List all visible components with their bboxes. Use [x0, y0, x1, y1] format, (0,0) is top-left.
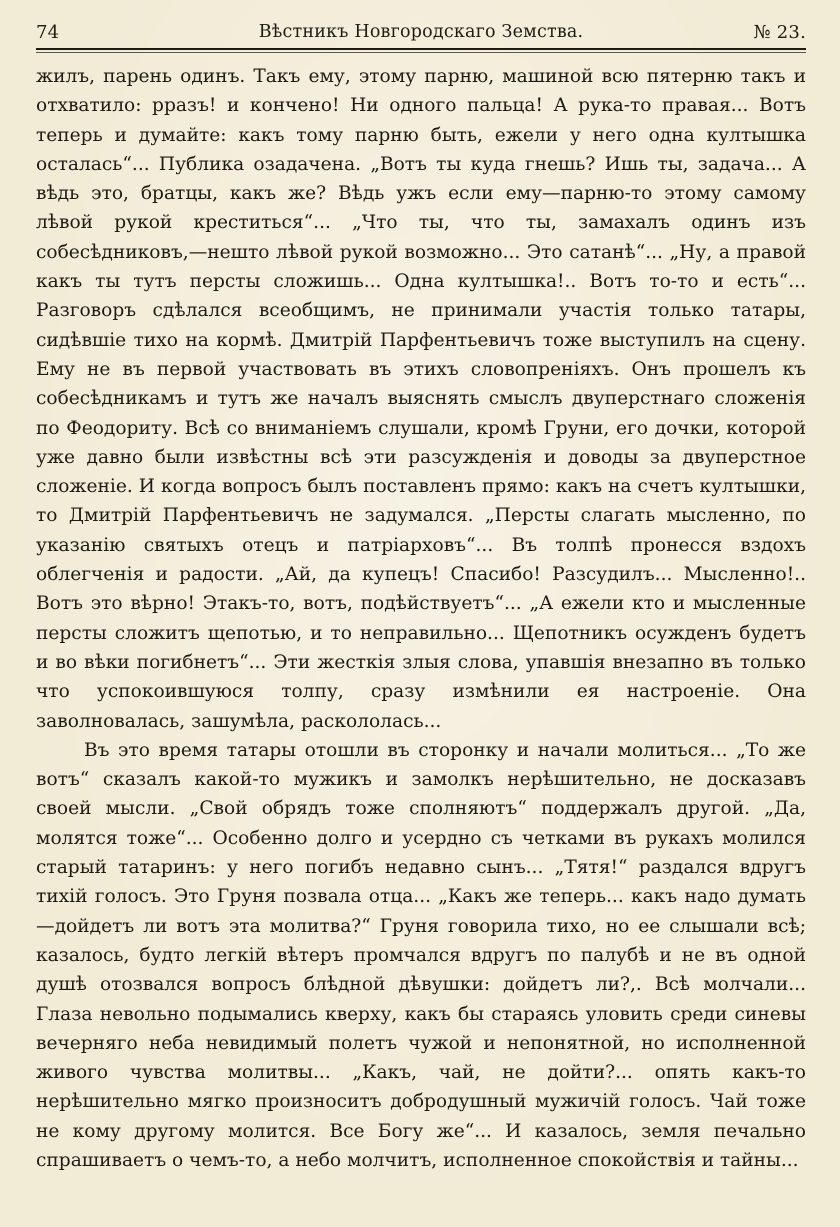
- page-number: 74: [36, 22, 60, 43]
- running-header: [36, 20, 806, 48]
- header-rule-thin: [36, 52, 806, 53]
- body-text: [36, 62, 806, 1175]
- paragraph-1: жилъ, парень одинъ. Такъ ему, этому парню, машиной всю пятерню такъ и отхватило: рразъ! и кончено! Ни одного пальца! А рука-то правая... Вотъ теперь и думайте: какъ тому парню быть, ежели у него одна култышка осталась“... Публика озадачена. „Вотъ ты куда гнешь? Ишь ты, задача... А вѣдь это, братцы, какъ же? Вѣдь ужъ если ему—парню-то этому самому лѣвой рукой креститься“... „Что ты, что ты, замахалъ одинъ изъ собесѣдниковъ,—нешто лѣвой рукой возможно... Это сатанѣ“... „Ну, а правой какъ ты тутъ персты сложишь... Одна култышка!.. Вотъ то-то и есть“... Разговоръ сдѣлался всеобщимъ, не принимали участія только татары, сидѣвшіе тихо на кормѣ. Дмитрій Парфентьевичъ тоже выступилъ на сцену. Ему не въ первой участвовать въ этихъ словопреніяхъ. Онъ прошелъ къ собесѣдникамъ и тутъ же началъ выяснять смыслъ двуперстнаго сложенія по Феодориту. Всѣ со вниманіемъ слушали, кромѣ Груни, его дочки, которой уже давно были извѣстны всѣ эти разсужденія и доводы за двуперстное сложеніе. И когда вопросъ былъ поставленъ прямо: какъ на счетъ култышки, то Дмитрій Парфентьевичъ не задумался. „Персты слагать мысленно, по указанію святыхъ отецъ и патріарховъ“... Въ толпѣ пронесся вздохъ облегченія и радости. „Ай, да купецъ! Спасибо! Разсудилъ... Мысленно!.. Вотъ это вѣрно! Этакъ-то, вотъ, подѣйствуетъ“... „А ежели кто и мысленные персты сложитъ щепотью, и то неправильно... Щепотникъ осужденъ будетъ и во вѣки погибнетъ“... Эти жесткія злыя слова, упавшія внезапно въ только что успокоившуюся толпу, сразу измѣнили ея настроеніе. Она заволновалась, зашумѣла, раскололась...: [36, 66, 806, 732]
- header-rule: [36, 48, 806, 50]
- paragraph-2: Въ это время татары отошли въ сторонку и начали молиться... „То же вотъ“ сказалъ какой-то мужикъ и замолкъ нерѣшительно, не досказавъ своей мысли. „Свой обрядъ тоже сполняютъ“ поддержалъ другой. „Да, молятся тоже“... Особенно долго и усердно съ четками въ рукахъ молился старый татаринъ: у него погибъ недавно сынъ... „Тятя!“ раздался вдругъ тихій голосъ. Это Груня позвала отца... „Какъ же теперь... какъ надо думать—дойдетъ ли вотъ эта молитва?“ Груня говорила тихо, но ее слышали всѣ; казалось, будто легкій вѣтеръ промчался вдругъ по палубѣ и не въ одной душѣ отозвался вопросъ блѣдной дѣвушки: дойдетъ ли?,. Всѣ молчали... Глаза невольно подымались кверху, какъ бы стараясь уловить среди синевы вечерняго неба невидимый полетъ чужой и непонятной, но исполненной живого чувства молитвы... „Какъ, чай, не дойти?... опять какъ-то нерѣшительно мягко произноситъ добродушный мужичій голосъ. Чай тоже не кому другому молится. Все Богу же“... И казалось, земля печально спрашиваетъ о чемъ-то, а небо молчитъ, исполненное спокойствія и тайны...: [36, 739, 806, 1171]
- issue-number: № 23.: [753, 22, 806, 43]
- journal-title: Вѣстникъ Новгородскаго Земства.: [258, 22, 584, 42]
